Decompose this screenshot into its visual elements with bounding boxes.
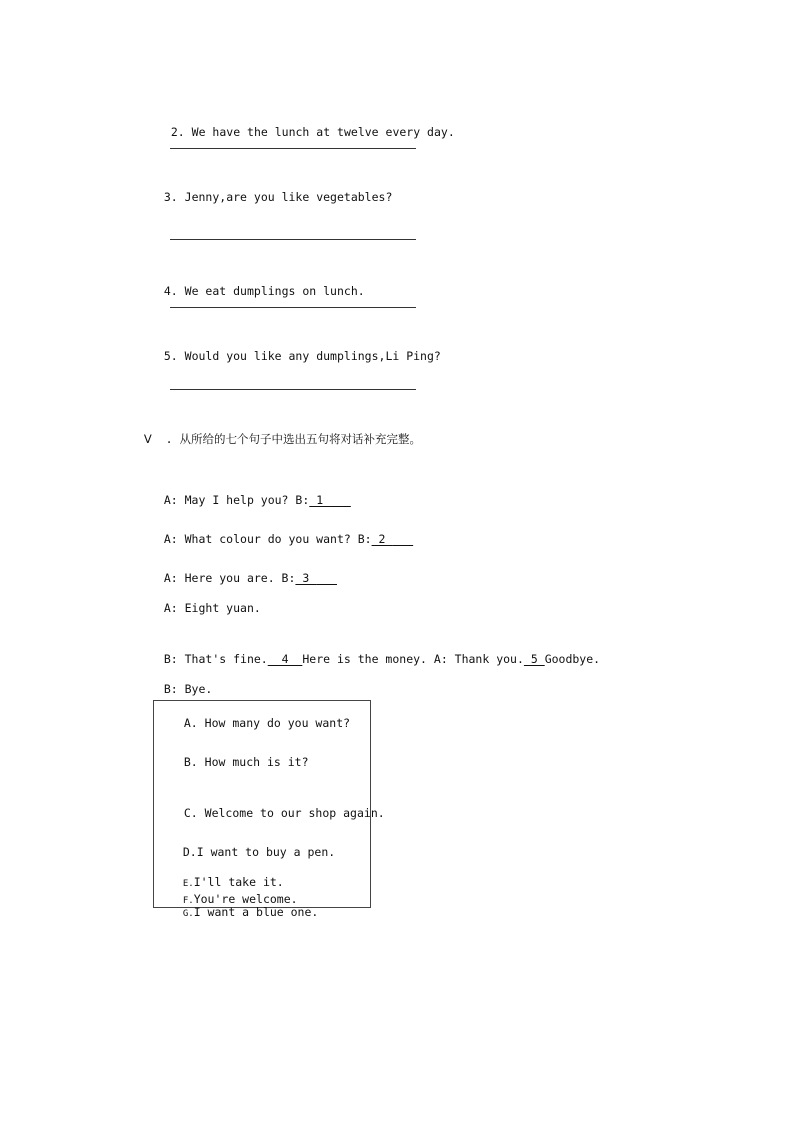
- blank-tail: [392, 532, 413, 546]
- dialogue-line-5: [150, 638, 600, 666]
- blank-tail: [330, 493, 351, 507]
- option-letter: D.: [182, 845, 197, 859]
- answer-line[interactable]: [170, 307, 416, 308]
- option-letter: G.: [182, 909, 194, 919]
- blank-1[interactable]: 1: [309, 493, 331, 507]
- section-dot: .: [165, 432, 173, 446]
- option-d: [169, 831, 335, 859]
- blank-tail: [316, 571, 337, 585]
- question-number: 3.: [163, 190, 178, 204]
- question-number: 4.: [163, 284, 178, 298]
- option-text: Welcome to our shop again.: [204, 806, 385, 820]
- dialogue-text: B: Bye.: [163, 682, 213, 696]
- blank-2[interactable]: 2: [371, 532, 393, 546]
- option-letter: E.: [182, 879, 194, 889]
- option-b: [170, 741, 309, 769]
- question-3: [150, 176, 392, 204]
- question-text: Jenny,are you like vegetables?: [184, 190, 393, 204]
- answer-line[interactable]: [170, 389, 416, 390]
- blank-3[interactable]: 3: [295, 571, 317, 585]
- question-text: Would you like any dumplings,Li Ping?: [184, 349, 441, 363]
- dialogue-line-6: [150, 668, 212, 696]
- dialogue-text: Here is the money. A: Thank you.: [302, 652, 524, 666]
- question-number: 2.: [170, 125, 185, 139]
- option-letter: F.: [182, 896, 194, 906]
- dialogue-line-3: [150, 557, 337, 585]
- question-5: [150, 335, 441, 363]
- section-roman-numeral: Ⅴ: [143, 432, 152, 446]
- blank-5[interactable]: 5: [523, 652, 545, 666]
- blank-4[interactable]: 4: [267, 652, 303, 666]
- dialogue-text: Goodbye.: [544, 652, 601, 666]
- dialogue-text: A: Eight yuan.: [163, 601, 261, 615]
- dialogue-text: A: What colour do you want? B:: [163, 532, 372, 546]
- option-letter: A.: [183, 716, 198, 730]
- question-text: We have the lunch at twelve every day.: [191, 125, 455, 139]
- option-text: I want to buy a pen.: [196, 845, 336, 859]
- dialogue-line-4: [150, 587, 261, 615]
- dialogue-text: B: That's fine.: [163, 652, 268, 666]
- option-letter: C.: [183, 806, 198, 820]
- answer-line[interactable]: [170, 148, 416, 149]
- dialogue-line-1: [150, 479, 351, 507]
- dialogue-text: A: May I help you? B:: [163, 493, 310, 507]
- section-instruction: 从所给的七个句子中选出五句将对话补充完整。: [179, 432, 421, 446]
- option-letter: B.: [183, 755, 198, 769]
- question-number: 5.: [163, 349, 178, 363]
- question-2: [157, 111, 455, 139]
- answer-line[interactable]: [170, 239, 416, 240]
- option-text: I want a blue one.: [193, 905, 319, 919]
- section-heading: [130, 418, 421, 446]
- option-text: How many do you want?: [204, 716, 351, 730]
- option-text: You're welcome.: [193, 892, 298, 906]
- option-text: I'll take it.: [193, 875, 284, 889]
- dialogue-line-2: [150, 518, 413, 546]
- dialogue-text: A: Here you are. B:: [163, 571, 296, 585]
- option-g: [169, 891, 318, 921]
- question-4: [150, 270, 365, 298]
- option-text: How much is it?: [204, 755, 309, 769]
- question-text: We eat dumplings on lunch.: [184, 284, 365, 298]
- option-c: [170, 792, 385, 820]
- option-a: [170, 702, 350, 730]
